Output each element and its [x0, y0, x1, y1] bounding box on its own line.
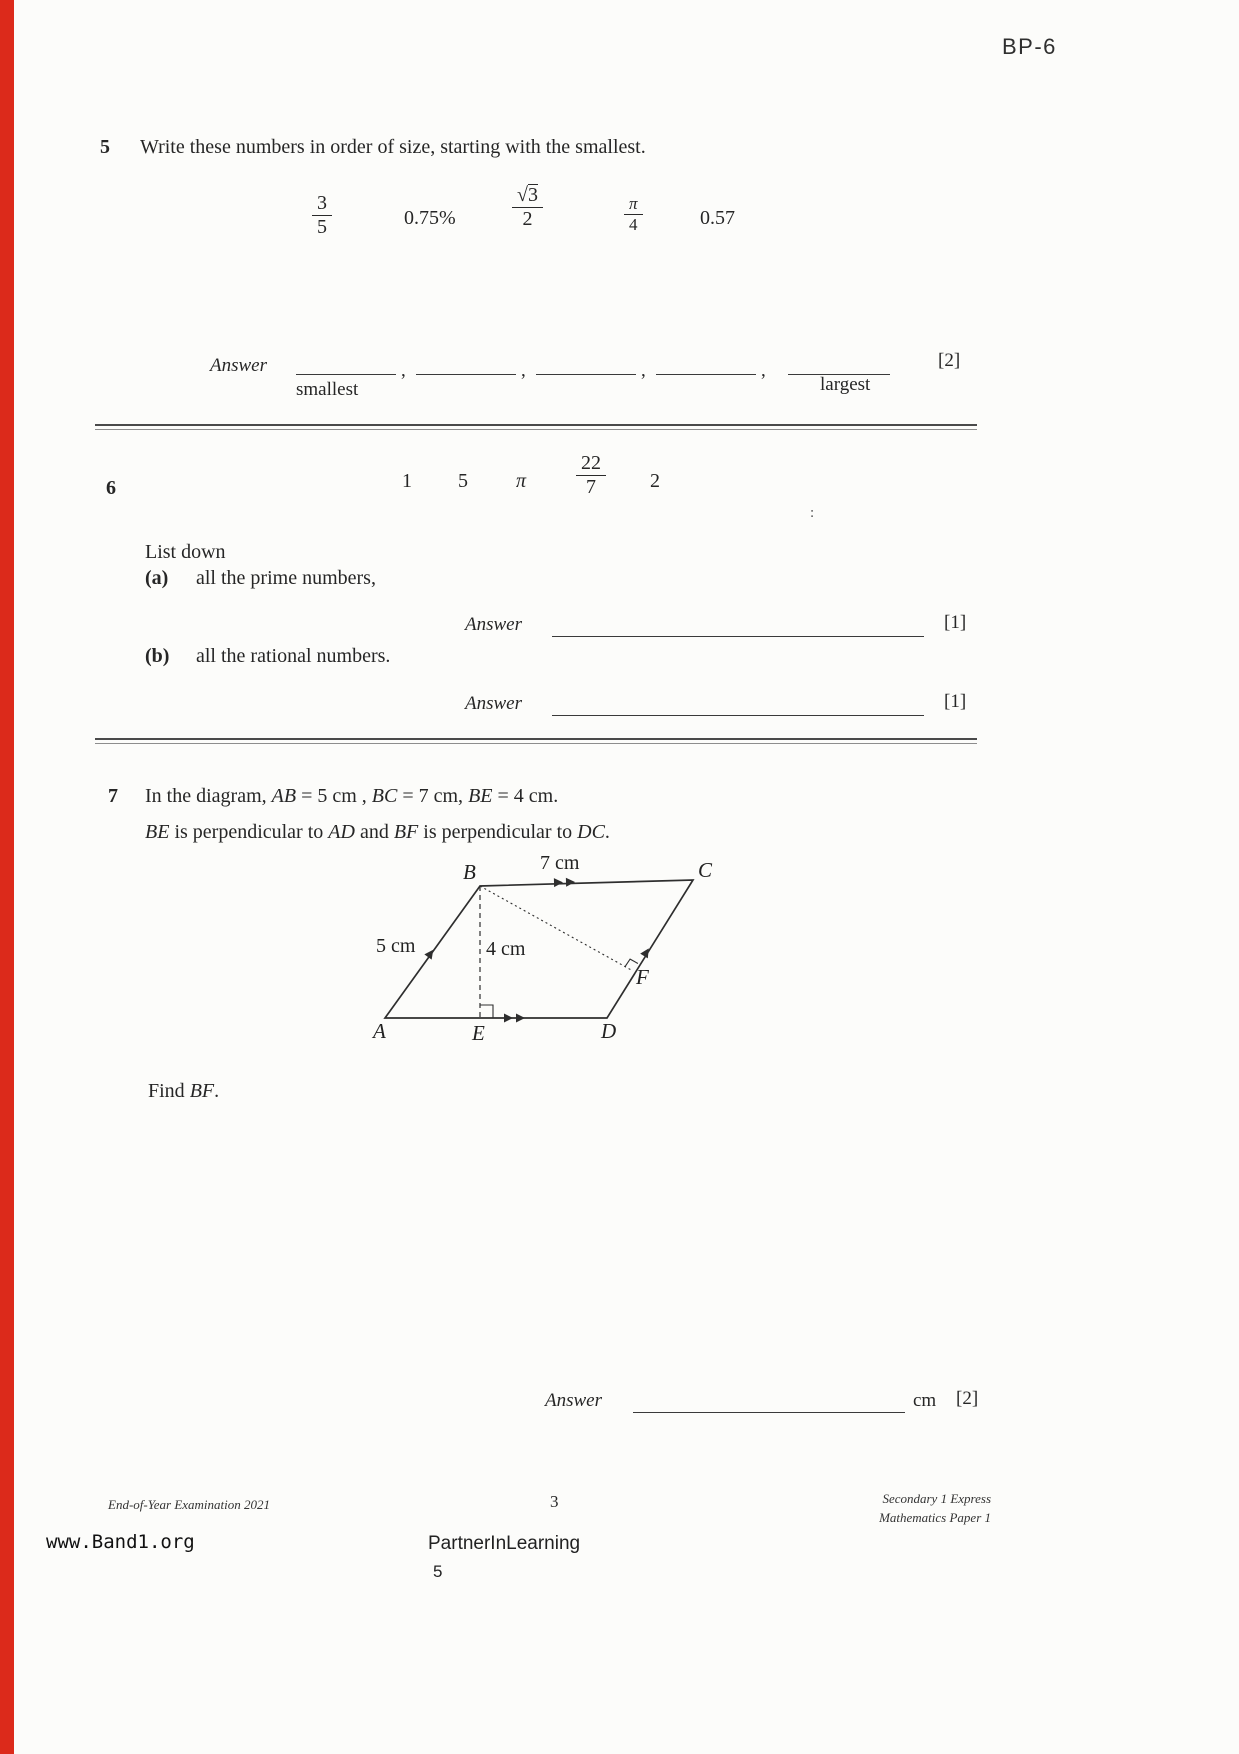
footer-course-line1: Secondary 1 Express — [882, 1491, 991, 1506]
q5-blank-3 — [536, 355, 636, 375]
fraction-denominator: 5 — [317, 216, 327, 238]
q7-line2: BE is perpendicular to AD and BF is perpendicular to DC. — [145, 821, 610, 843]
q6-part-b-label: (b) — [145, 645, 170, 667]
q5-blank-2 — [416, 355, 516, 375]
length-label-BE: 4 cm — [486, 938, 526, 960]
length-label-BC: 7 cm — [540, 852, 580, 874]
q5-answer-label: Answer — [210, 355, 267, 376]
q5-blank-4 — [656, 355, 756, 375]
radicand: 3 — [527, 184, 538, 206]
footer-course-block — [879, 1490, 991, 1528]
q7-marks: [2] — [956, 1388, 979, 1409]
section-divider — [95, 738, 977, 744]
fraction-numerator — [512, 184, 543, 208]
parallelogram-outline — [385, 880, 693, 1018]
q6-answer-b-line — [552, 692, 924, 716]
footer-course-line2: Mathematics Paper 1 — [879, 1509, 991, 1525]
q5-blank-1 — [296, 355, 396, 375]
q5-blank-5 — [788, 355, 890, 375]
q6-answer-a-label: Answer — [465, 614, 522, 635]
stray-scan-mark: : — [810, 505, 815, 521]
vertex-label-E: E — [472, 1021, 485, 1045]
q7-diagram — [368, 852, 808, 1062]
q7-unit-label: cm — [913, 1390, 937, 1411]
comma-separator: , — [641, 360, 646, 381]
q6-list-down: List down — [145, 541, 226, 563]
right-angle-mark-E — [480, 1005, 493, 1018]
footer-sheet-number: 5 — [433, 1562, 443, 1581]
arrow-BC-1 — [554, 878, 563, 887]
arrow-AD-2 — [516, 1014, 525, 1023]
footer-partner: PartnerInLearning — [428, 1533, 581, 1554]
fraction-denominator: 2 — [522, 208, 533, 230]
length-label-AB: 5 cm — [376, 935, 416, 957]
q7-number: 7 — [108, 785, 118, 807]
vertex-label-A: A — [373, 1019, 386, 1043]
footer-exam-title: End-of-Year Examination 2021 — [108, 1497, 271, 1512]
q5-value-three-fifths — [312, 192, 332, 239]
footer-page-number: 3 — [550, 1492, 559, 1511]
arrow-BC-2 — [566, 877, 575, 886]
vertex-label-B: B — [463, 860, 476, 884]
q6-number: 6 — [106, 477, 116, 499]
comma-separator: , — [761, 360, 766, 381]
fraction-denominator: 4 — [629, 214, 638, 234]
q7-answer-label: Answer — [545, 1390, 602, 1411]
arrow-AD-1 — [504, 1014, 513, 1023]
radical-sign: √ — [517, 184, 528, 206]
fraction-numerator: 22 — [576, 452, 606, 476]
q7-line1: In the diagram, AB = 5 cm , BC = 7 cm, BE = 4 cm. — [145, 785, 559, 807]
q5-largest-label: largest — [820, 374, 871, 395]
q6-marks-b: [1] — [944, 691, 967, 712]
q7-find-text: Find BF. — [148, 1080, 220, 1102]
q5-smallest-label: smallest — [296, 379, 359, 400]
q6-value-2: 2 — [650, 470, 660, 492]
comma-separator: , — [521, 360, 526, 381]
q5-value-percent: 0.75% — [404, 207, 456, 229]
q6-value-5: 5 — [458, 470, 468, 492]
q6-part-b-text: all the rational numbers. — [196, 645, 391, 667]
vertex-label-C: C — [698, 858, 713, 882]
scan-edge-strip — [0, 0, 14, 1754]
q5-value-decimal: 0.57 — [700, 207, 735, 229]
q5-value-sqrt3-over-2 — [512, 184, 543, 231]
fraction-numerator: π — [624, 194, 643, 215]
q7-answer-line — [633, 1389, 905, 1413]
q6-answer-b-label: Answer — [465, 693, 522, 714]
q5-number: 5 — [100, 136, 110, 158]
q6-value-22-over-7 — [576, 452, 606, 499]
vertex-label-D: D — [601, 1019, 617, 1043]
vertex-label-F: F — [636, 965, 649, 989]
q6-value-1: 1 — [402, 470, 412, 492]
q6-part-a-label: (a) — [145, 567, 169, 589]
q6-part-a-text: all the prime numbers, — [196, 567, 376, 589]
q5-marks: [2] — [938, 350, 961, 371]
q5-value-pi-over-4 — [624, 194, 643, 234]
footer-website: www.Band1.org — [46, 1531, 195, 1553]
fraction-numerator: 3 — [312, 192, 332, 216]
comma-separator: , — [401, 360, 406, 381]
fraction-denominator: 7 — [586, 476, 596, 498]
q5-prompt: Write these numbers in order of size, starting with the smallest. — [140, 136, 646, 158]
section-divider — [95, 424, 977, 430]
q6-answer-a-line — [552, 613, 924, 637]
q6-value-pi: π — [516, 470, 527, 492]
q6-marks-a: [1] — [944, 612, 967, 633]
bp-label: BP-6 — [1002, 34, 1057, 59]
